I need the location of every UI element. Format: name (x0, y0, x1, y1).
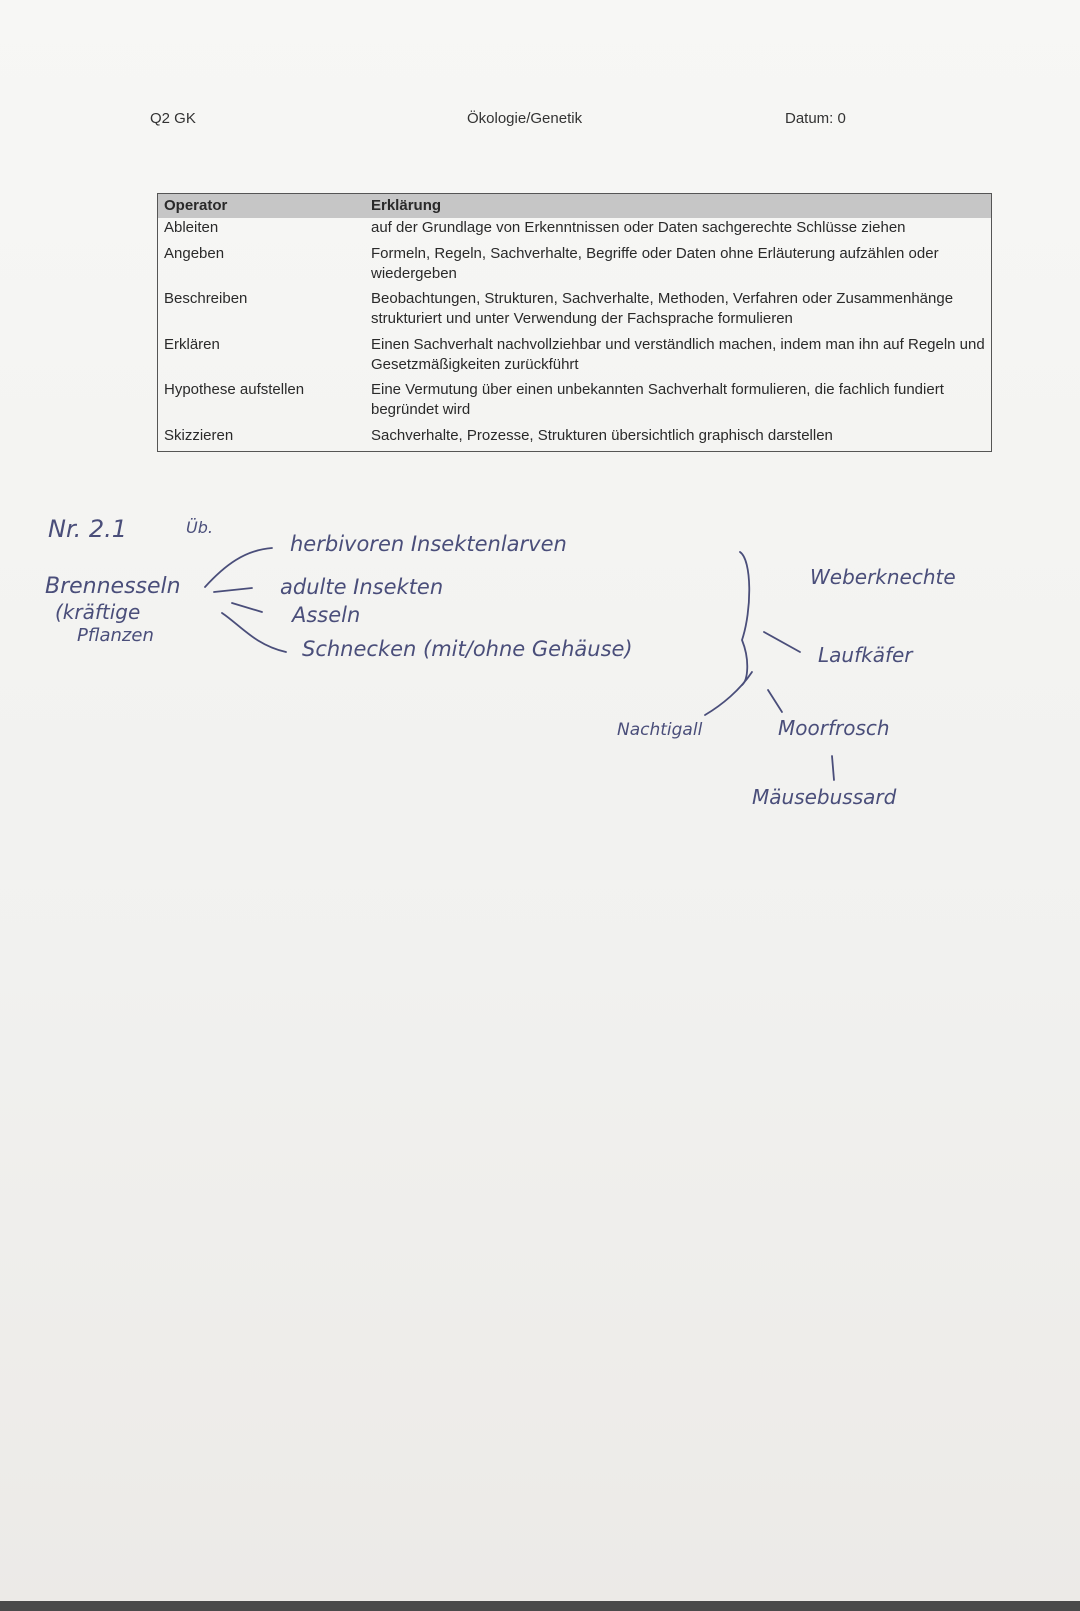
table-header-row (158, 194, 992, 219)
table-row (158, 426, 992, 452)
table-row (158, 244, 992, 290)
operator-cell: Skizzieren (164, 426, 234, 444)
operator-cell: Erklären (164, 335, 220, 353)
explanation-cell: Eine Vermutung über einen unbekannten Sachverhalt formulieren, die fachlich fundiert begründet wird (371, 381, 944, 419)
explanation-cell: Beobachtungen, Strukturen, Sachverhalte, Methoden, Verfahren oder Zusammenhänge strukturiert und unter Verwendung der Fachsprache formulieren (371, 290, 954, 328)
column-header-operator: Operator (158, 194, 366, 219)
table-row (158, 218, 992, 243)
consumer-isopods: Asseln (292, 603, 361, 627)
consumer-adult-insects: adulte Insekten (280, 575, 444, 599)
operator-cell: Angeben (164, 244, 225, 262)
source-plant-name: Brennesseln (45, 574, 181, 599)
task-suffix: Üb. (186, 518, 213, 537)
explanation-cell: Formeln, Regeln, Sachverhalte, Begriffe oder Daten ohne Erläuterung aufzählen oder wiedergeben (371, 244, 939, 282)
explanation-cell: auf der Grundlage von Erkenntnissen oder Daten sachgerechte Schlüsse ziehen (371, 219, 906, 237)
consumer-larvae: herbivoren Insektenlarven (290, 532, 567, 556)
operator-cell: Beschreiben (164, 290, 248, 307)
table-row (158, 289, 992, 335)
consumer-snails: Schnecken (mit/ohne Gehäuse) (302, 637, 633, 661)
column-header-explanation: Erklärung (365, 194, 992, 219)
header-subject: Ökologie/Genetik (467, 110, 583, 127)
predator-buzzard: Mäusebussard (752, 785, 897, 809)
predator-harvestmen: Weberknechte (810, 565, 956, 589)
table-row (158, 335, 992, 381)
explanation-cell: Sachverhalte, Prozesse, Strukturen übersichtlich graphisch darstellen (371, 426, 833, 444)
header-course: Q2 GK (150, 110, 196, 127)
predator-nightingale: Nachtigall (617, 720, 703, 740)
operator-cell: Ableiten (164, 219, 219, 237)
predator-ground-beetle: Laufkäfer (818, 643, 913, 667)
header-date: Datum: 0 (785, 110, 846, 127)
source-plant-note: (kräftige (55, 600, 141, 624)
explanation-cell: Einen Sachverhalt nachvollziehbar und verständlich machen, indem man ihn auf Regeln und Gesetzmäßigkeiten zurückführt (371, 335, 985, 373)
table-row (158, 380, 992, 426)
task-number: Nr. 2.1 (48, 515, 128, 543)
operator-cell: Hypothese aufstellen (164, 381, 305, 398)
predator-moor-frog: Moorfrosch (778, 716, 890, 740)
bottom-edge-shadow (0, 1601, 1080, 1611)
source-plant-note-2: Pflanzen (77, 625, 154, 646)
operator-table (157, 193, 992, 452)
